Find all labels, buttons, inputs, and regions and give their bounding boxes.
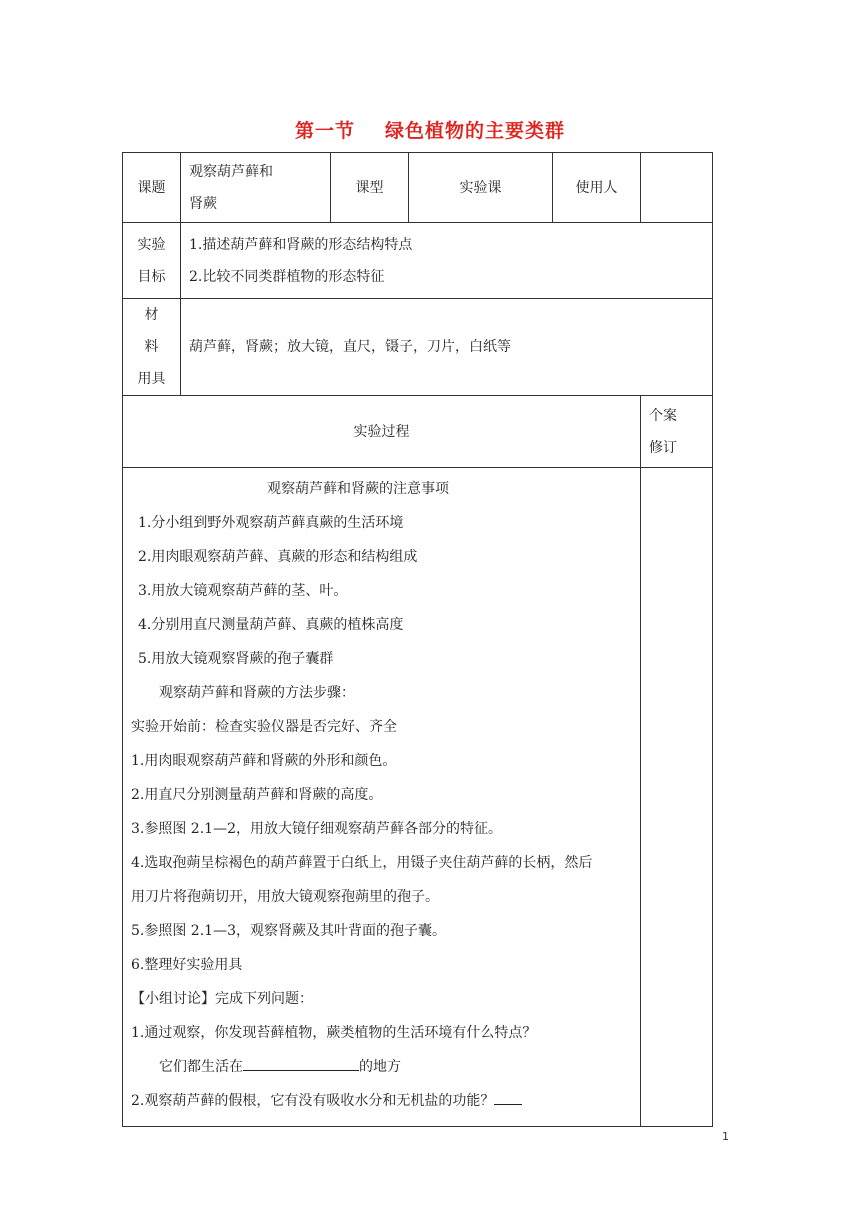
topic-label: 课题 xyxy=(123,153,181,223)
user-value[interactable] xyxy=(641,153,713,223)
note-item: 5.用放大镜观察肾蕨的孢子囊群 xyxy=(138,651,334,667)
title-name: 绿色植物的主要类群 xyxy=(385,120,566,142)
note-item: 4.分别用直尺测量葫芦藓、真蕨的植株高度 xyxy=(138,617,404,633)
topic-value xyxy=(181,153,331,223)
topic-line-1: 观察葫芦藓和 xyxy=(189,163,273,180)
type-label: 课型 xyxy=(331,153,409,223)
revise-label xyxy=(641,396,713,468)
answer-suffix: 的地方 xyxy=(359,1059,401,1075)
discussion-title: 【小组讨论】完成下列问题： xyxy=(131,991,313,1007)
title-section: 第一节 xyxy=(294,120,355,142)
question-2 xyxy=(131,1084,632,1118)
answer-prefix: 它们都生活在 xyxy=(159,1059,243,1075)
note-item: 3.用放大镜观察葫芦藓的茎、叶。 xyxy=(138,583,348,599)
step-item: 5.参照图 2.1—3，观察肾蕨及其叶背面的孢子囊。 xyxy=(131,923,446,939)
objective-item: 1.描述葫芦藓和肾蕨的形态结构特点 xyxy=(189,236,413,253)
type-value: 实验课 xyxy=(409,153,553,223)
document-title xyxy=(0,116,860,143)
page-number: 1 xyxy=(722,1130,729,1143)
materials-label-line-2: 用具 xyxy=(137,371,166,387)
process-row xyxy=(123,468,713,1127)
revise-column[interactable] xyxy=(641,468,713,1127)
steps-title: 观察葫芦藓和肾蕨的方法步骤： xyxy=(159,685,355,701)
materials-label-line-1: 材 料 xyxy=(144,307,173,355)
objectives-row xyxy=(123,223,713,299)
answer-blank[interactable] xyxy=(243,1052,359,1071)
question-2-text: 2.观察葫芦藓的假根，它有没有吸收水分和无机盐的功能？ xyxy=(131,1093,495,1109)
note-item: 2.用肉眼观察葫芦藓、真蕨的形态和结构组成 xyxy=(138,549,418,565)
materials-row xyxy=(123,299,713,396)
step-item: 1.用肉眼观察葫芦藓和肾蕨的外形和颜色。 xyxy=(131,753,397,769)
step-item: 用刀片将孢蒴切开，用放大镜观察孢蒴里的孢子。 xyxy=(131,889,439,905)
revise-label-line-1: 个案 xyxy=(649,407,677,424)
note-item: 1.分小组到野外观察葫芦藓真蕨的生活环境 xyxy=(138,515,404,531)
header-row xyxy=(123,153,713,223)
objectives-label-line-1: 实验 xyxy=(137,236,166,253)
question-1-answer xyxy=(131,1050,632,1084)
topic-line-2: 肾蕨 xyxy=(189,195,217,212)
objectives-label-line-2: 目标 xyxy=(137,268,166,285)
materials-content: 葫芦藓，肾蕨；放大镜，直尺，镊子，刀片，白纸等 xyxy=(181,299,713,396)
step-item: 3.参照图 2.1—2，用放大镜仔细观察葫芦藓各部分的特征。 xyxy=(131,821,502,837)
question-1: 1.通过观察，你发现苔藓植物，蕨类植物的生活环境有什么特点？ xyxy=(131,1025,537,1041)
step-item: 4.选取孢蒴呈棕褐色的葫芦藓置于白纸上，用镊子夹住葫芦藓的长柄，然后 xyxy=(131,855,593,871)
answer-blank[interactable] xyxy=(494,1086,522,1105)
objective-item: 2.比较不同类群植物的形态特征 xyxy=(189,268,385,285)
pre-check: 实验开始前：检查实验仪器是否完好、齐全 xyxy=(131,719,397,735)
user-label: 使用人 xyxy=(553,153,641,223)
step-item: 2.用直尺分别测量葫芦藓和肾蕨的高度。 xyxy=(131,787,383,803)
process-label: 实验过程 xyxy=(123,396,641,468)
process-header-row xyxy=(123,396,713,468)
revise-label-line-2: 修订 xyxy=(649,439,677,456)
objectives-content xyxy=(181,223,713,299)
lesson-plan-table xyxy=(122,152,713,1127)
materials-label xyxy=(123,299,181,396)
notes-title: 观察葫芦藓和肾蕨的注意事项 xyxy=(267,481,449,497)
step-item: 6.整理好实验用具 xyxy=(131,957,243,973)
objectives-label xyxy=(123,223,181,299)
process-content xyxy=(123,468,641,1127)
